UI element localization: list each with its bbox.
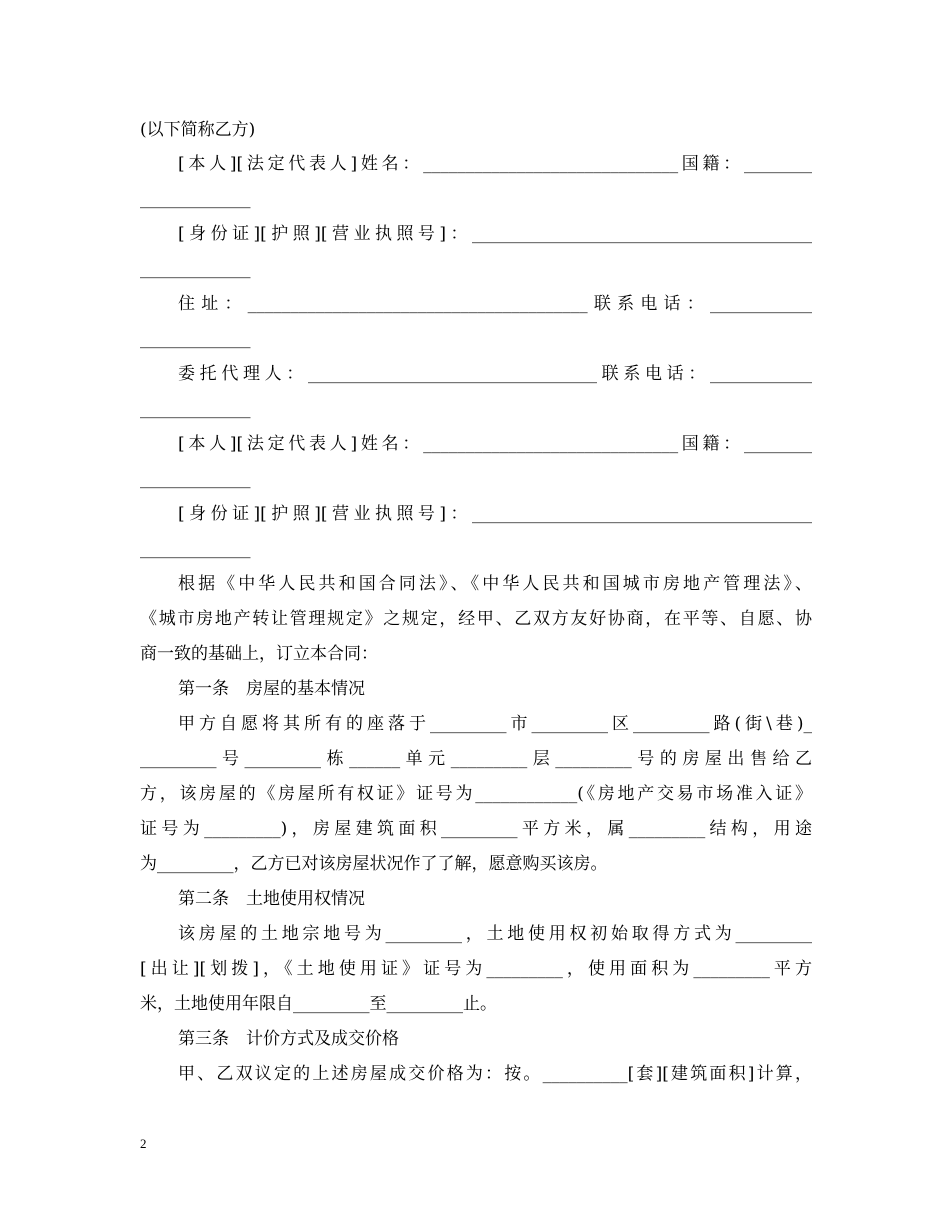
text-line: [本人][法定代表人]姓名：______________________________国籍：________ [178, 434, 812, 454]
text-line: _____________ [140, 329, 251, 349]
text-line: 甲、乙双议定的上述房屋成交价格为：按。__________[套][建筑面积]计算， [178, 1064, 812, 1084]
section-heading: 第一条 房屋的基本情况 [178, 679, 365, 699]
text-line: 《城市房地产转让管理规定》之规定，经甲、乙双方友好协商，在平等、自愿、协 [140, 609, 812, 629]
text-line: 甲方自愿将其所有的座落于_________市_________区_________路(街\巷)_ [178, 714, 812, 734]
text-line: (以下简称乙方) [140, 120, 256, 140]
text-line: 根据《中华人民共和国合同法》、《中华人民共和国城市房地产管理法》、 [178, 574, 812, 594]
text-line: _____________ [140, 259, 251, 279]
text-line: [出让][划拨]，《土地使用证》证号为_________，使用面积为_________平方 [140, 959, 812, 979]
text-line: _________号_________栋______单元_________层_________号的房屋出售给乙 [140, 749, 812, 769]
text-line: 住址：________________________________________联系电话：____________ [178, 294, 812, 314]
text-line: 方，该房屋的《房屋所有权证》证号为____________(《房地产交易市场准入证》 [140, 784, 812, 804]
text-line: 该房屋的土地宗地号为_________，土地使用权初始取得方式为_________ [178, 924, 812, 944]
text-line: [身份证][护照][营业执照号]：________________________________________ [178, 224, 812, 244]
text-line: [身份证][护照][营业执照号]：________________________________________ [178, 504, 812, 524]
section-heading: 第三条 计价方式及成交价格 [178, 1029, 399, 1049]
text-line: 委托代理人：__________________________________联系电话：____________ [178, 364, 812, 384]
text-line: 米，土地使用年限自_________至_________止。 [140, 994, 497, 1014]
text-line: _____________ [140, 399, 251, 419]
text-line: 为_________，乙方已对该房屋状况作了了解，愿意购买该房。 [140, 854, 608, 874]
text-line: 证号为_________)，房屋建筑面积_________平方米，属_________结构，用途 [140, 819, 812, 839]
text-line: 商一致的基础上，订立本合同： [140, 644, 378, 664]
section-heading: 第二条 土地使用权情况 [178, 889, 365, 909]
text-line: _____________ [140, 469, 251, 489]
text-line: _____________ [140, 539, 251, 559]
page-number: 2 [140, 1136, 147, 1151]
text-line: _____________ [140, 189, 251, 209]
text-line: [本人][法定代表人]姓名：______________________________国籍：________ [178, 154, 812, 174]
